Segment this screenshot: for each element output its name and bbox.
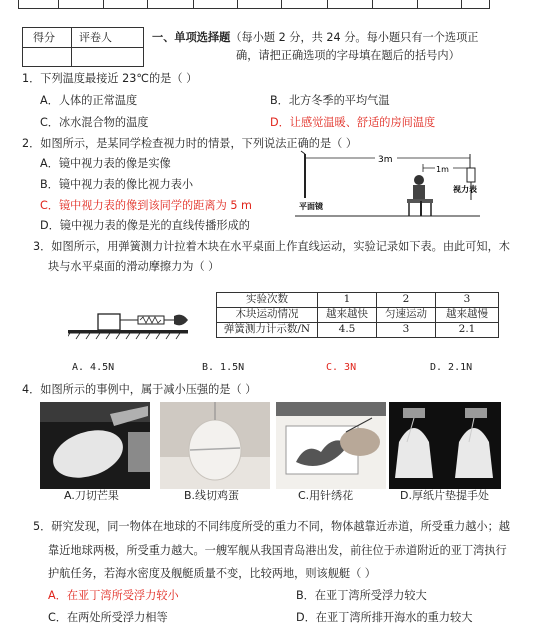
table-header-cell: 3 — [436, 293, 499, 308]
q1-option-a: A．人体的正常温度 — [40, 94, 138, 107]
q2-stem: 2．如图所示，是某同学检查视力时的情景，下列说法正确的是（ ） — [22, 137, 358, 150]
q1-stem: 1．下列温度最接近 23℃的是（ ） — [22, 72, 198, 85]
table-cell: 2.1 — [436, 323, 499, 338]
q5-option-d: D．在亚丁湾所排开海水的重力较大 — [296, 611, 473, 624]
fig-3m-label: 3m — [378, 155, 393, 165]
table-cell: 4.5 — [318, 323, 377, 338]
q3-option-d: D. 2.1N — [430, 362, 473, 373]
section-heading — [152, 31, 478, 45]
fig-mirror-label: 平面镜 — [299, 202, 323, 211]
grader-label: 评卷人 — [79, 31, 112, 44]
q2-option-d: D．镜中视力表的像是光的直线传播形成的 — [40, 219, 250, 232]
previous-table-edge — [18, 0, 490, 9]
q3-stem-1: 3．如图所示，用弹簧测力计拉着木块在水平桌面上作直线运动，实验记录如下表。由此可知，木 — [33, 240, 510, 253]
section-instructions-2: 确，请把正确选项的字母填在题后的括号内） — [236, 49, 460, 62]
fig-chart-label: 视力表 — [453, 185, 477, 194]
q5-stem-1: 5．研究发现，同一物体在地球的不同纬度所受的重力不同，物体越靠近赤道，所受重力越小；越 — [33, 520, 510, 533]
q1-option-c: C．冰水混合物的温度 — [40, 116, 149, 129]
mango-cutting-photo — [40, 402, 150, 489]
table-header-cell: 实验次数 — [217, 293, 318, 308]
q3-option-c: C. 3N — [326, 362, 357, 373]
table-cell: 木块运动情况 — [217, 308, 318, 323]
q3-option-a: A. 4.5N — [72, 362, 115, 373]
q2-option-c: C．镜中视力表的像到该同学的距离为 5 m — [40, 199, 252, 212]
table-cell: 3 — [377, 323, 436, 338]
q4-caption-b: B.线切鸡蛋 — [184, 489, 240, 502]
q1-option-b: B．北方冬季的平均气温 — [270, 94, 390, 107]
q5-option-a: A．在亚丁湾所受浮力较小 — [48, 589, 179, 602]
table-header-cell: 2 — [377, 293, 436, 308]
q1-option-d: D．让感觉温暖、舒适的房间温度 — [270, 116, 436, 129]
friction-figure — [68, 304, 198, 340]
q4-caption-d: D.厚纸片垫提手处 — [400, 489, 489, 502]
q2-option-a: A．镜中视力表的像是实像 — [40, 157, 171, 170]
q5-stem-3: 护航任务，若海水密度及舰艇质量不变，比较两地，则该舰艇（ ） — [48, 567, 376, 580]
q3-option-b: B. 1.5N — [202, 362, 245, 373]
q4-stem: 4．如图所示的事例中，属于减小压强的是（ ） — [22, 383, 257, 396]
table-header-cell: 1 — [318, 293, 377, 308]
table-cell: 越来越慢 — [436, 308, 499, 323]
table-cell: 匀速运动 — [377, 308, 436, 323]
q5-option-b: B．在亚丁湾所受浮力较大 — [296, 589, 427, 602]
egg-cutting-photo — [160, 402, 270, 489]
eye-test-figure — [295, 150, 485, 228]
q5-stem-2: 靠近地球两极，所受重力越大。一艘军舰从我国青岛港出发，前往位于赤道附近的亚丁湾执行 — [48, 544, 507, 557]
table-cell: 越来越快 — [318, 308, 377, 323]
score-box — [22, 27, 144, 67]
experiment-table — [216, 292, 499, 338]
q4-caption-c: C.用针绣花 — [298, 489, 354, 502]
fig-1m-label: 1m — [436, 165, 449, 174]
q5-option-c: C．在两处所受浮力相等 — [48, 611, 168, 624]
q3-stem-2: 块与水平桌面的滑动摩擦力为（ ） — [48, 260, 220, 273]
section-instructions-1: （每小题 2 分，共 24 分。每小题只有一个选项正 — [230, 31, 479, 44]
q2-option-b: B．镜中视力表的像比视力表小 — [40, 178, 194, 191]
embroidery-photo — [276, 402, 386, 489]
score-label: 得分 — [33, 31, 55, 44]
q4-caption-a: A.刀切芒果 — [64, 489, 119, 502]
paper-pad-handle-photo — [389, 402, 501, 489]
table-cell: 弹簧测力计示数/N — [217, 323, 318, 338]
section-title: 一、单项选择题 — [152, 31, 231, 44]
